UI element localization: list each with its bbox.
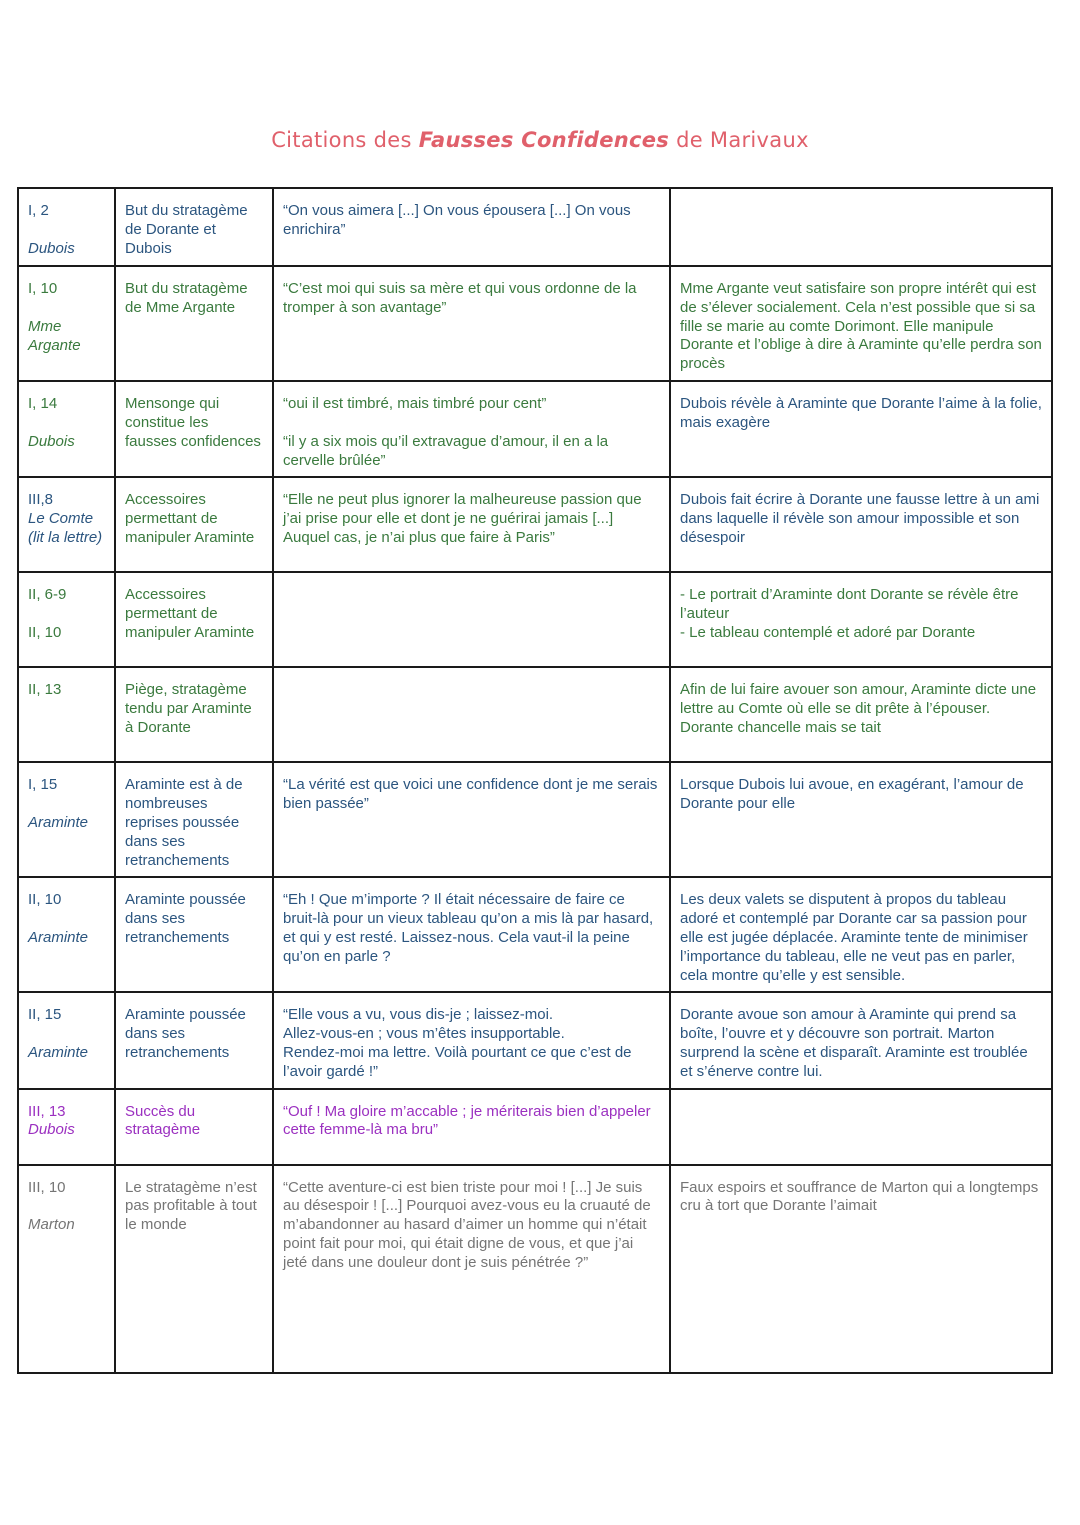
comment-cell: Dubois révèle à Araminte que Dorante l’aime à la folie, mais exagère (670, 381, 1052, 477)
quote-cell: “Cette aventure-ci est bien triste pour moi ! [...] Je suis au désespoir ! [...] Pourquoi avez-vous eu la cruauté de m’abandonner au hasard d’aimer un homme qui n’était point fait pour moi, qui était digne de vous, et que j’ai jeté dans une douleur dont je suis pénétrée ?” (273, 1165, 670, 1373)
reference-cell: III,8 Le Comte (lit la lettre) (18, 477, 115, 572)
quote-cell: “On vous aimera [...] On vous épousera [...] On vous enrichira” (273, 188, 670, 266)
quote-cell: “C’est moi qui suis sa mère et qui vous ordonne de la tromper à son avantage” (273, 266, 670, 381)
theme-cell: Succès du stratagème (115, 1089, 273, 1165)
comment-cell: Lorsque Dubois lui avoue, en exagérant, l’amour de Dorante pour elle (670, 762, 1052, 877)
quote-cell: “Eh ! Que m’importe ? Il était nécessaire de faire ce bruit-là pour un vieux tableau qu’on a mis là par hasard, et qui y est resté. Laissez-nous. Cela vaut-il la peine qu’on en parle ? (273, 877, 670, 992)
reference-cell: II, 6-9 II, 10 (18, 572, 115, 667)
table-row (18, 188, 1052, 266)
theme-cell: Accessoires permettant de manipuler Araminte (115, 572, 273, 667)
quote-cell: “Ouf ! Ma gloire m’accable ; je mériterais bien d’appeler cette femme-là ma bru” (273, 1089, 670, 1165)
table-row (18, 266, 1052, 381)
table-row (18, 1089, 1052, 1165)
theme-cell: But du stratagème de Mme Argante (115, 266, 273, 381)
comment-cell (670, 188, 1052, 266)
theme-cell: Accessoires permettant de manipuler Araminte (115, 477, 273, 572)
citations-table (17, 187, 1053, 1374)
table-row (18, 667, 1052, 762)
table-row (18, 992, 1052, 1088)
theme-cell: But du stratagème de Dorante et Dubois (115, 188, 273, 266)
theme-cell: Mensonge qui constitue les fausses confidences (115, 381, 273, 477)
reference-cell: I, 15 Araminte (18, 762, 115, 877)
quote-cell (273, 667, 670, 762)
reference-cell: II, 15 Araminte (18, 992, 115, 1088)
reference-cell: III, 13 Dubois (18, 1089, 115, 1165)
comment-cell: Faux espoirs et souffrance de Marton qui a longtemps cru à tort que Dorante l’aimait (670, 1165, 1052, 1373)
table-row (18, 572, 1052, 667)
quote-cell: “Elle vous a vu, vous dis-je ; laissez-moi. Allez-vous-en ; vous m’êtes insupportable. Rendez-moi ma lettre. Voilà pourtant ce que c’est de l’avoir gardé !” (273, 992, 670, 1088)
theme-cell: Le stratagème n’est pas profitable à tout le monde (115, 1165, 273, 1373)
theme-cell: Piège, stratagème tendu par Araminte à Dorante (115, 667, 273, 762)
table-row (18, 762, 1052, 877)
quote-cell: “Elle ne peut plus ignorer la malheureuse passion que j’ai prise pour elle et dont je ne guérirai jamais [...] Auquel cas, je n’ai plus que faire à Paris” (273, 477, 670, 572)
comment-cell: - Le portrait d’Araminte dont Dorante se révèle être l’auteur - Le tableau contemplé et adoré par Dorante (670, 572, 1052, 667)
reference-cell: I, 2 Dubois (18, 188, 115, 266)
comment-cell (670, 1089, 1052, 1165)
comment-cell: Dubois fait écrire à Dorante une fausse lettre à un ami dans laquelle il révèle son amour impossible et son désespoir (670, 477, 1052, 572)
reference-cell: II, 13 (18, 667, 115, 762)
theme-cell: Araminte poussée dans ses retranchements (115, 877, 273, 992)
quote-cell: “oui il est timbré, mais timbré pour cent” “il y a six mois qu’il extravague d’amour, il en a la cervelle brûlée” (273, 381, 670, 477)
quote-cell: “La vérité est que voici une confidence dont je me serais bien passée” (273, 762, 670, 877)
table-row (18, 1165, 1052, 1373)
reference-cell: III, 10 Marton (18, 1165, 115, 1373)
theme-cell: Araminte poussée dans ses retranchements (115, 992, 273, 1088)
reference-cell: I, 14 Dubois (18, 381, 115, 477)
comment-cell: Les deux valets se disputent à propos du tableau adoré et contemplé par Dorante car sa passion pour elle est jugée déplacée. Araminte tente de minimiser l’importance du tableau, elle ne veut pas en parler, cela montre qu’elle y est sensible. (670, 877, 1052, 992)
table-row (18, 477, 1052, 572)
quote-cell (273, 572, 670, 667)
table-row (18, 877, 1052, 992)
comment-cell: Mme Argante veut satisfaire son propre intérêt qui est de s’élever socialement. Cela n’est possible que si sa fille se marie au comte Dorimont. Elle manipule Dorante et l’oblige à dire à Araminte qu’elle perdra son procès (670, 266, 1052, 381)
theme-cell: Araminte est à de nombreuses reprises poussée dans ses retranchements (115, 762, 273, 877)
reference-cell: I, 10 Mme Argante (18, 266, 115, 381)
table-row (18, 381, 1052, 477)
page-title: Citations des Fausses Confidences de Marivaux (271, 128, 809, 152)
reference-cell: II, 10 Araminte (18, 877, 115, 992)
comment-cell: Afin de lui faire avouer son amour, Araminte dicte une lettre au Comte où elle se dit prête à l’épouser. Dorante chancelle mais se tait (670, 667, 1052, 762)
comment-cell: Dorante avoue son amour à Araminte qui prend sa boîte, l’ouvre et y découvre son portrait. Marton surprend la scène et disparaît. Araminte est troublée et s’énerve contre lui. (670, 992, 1052, 1088)
